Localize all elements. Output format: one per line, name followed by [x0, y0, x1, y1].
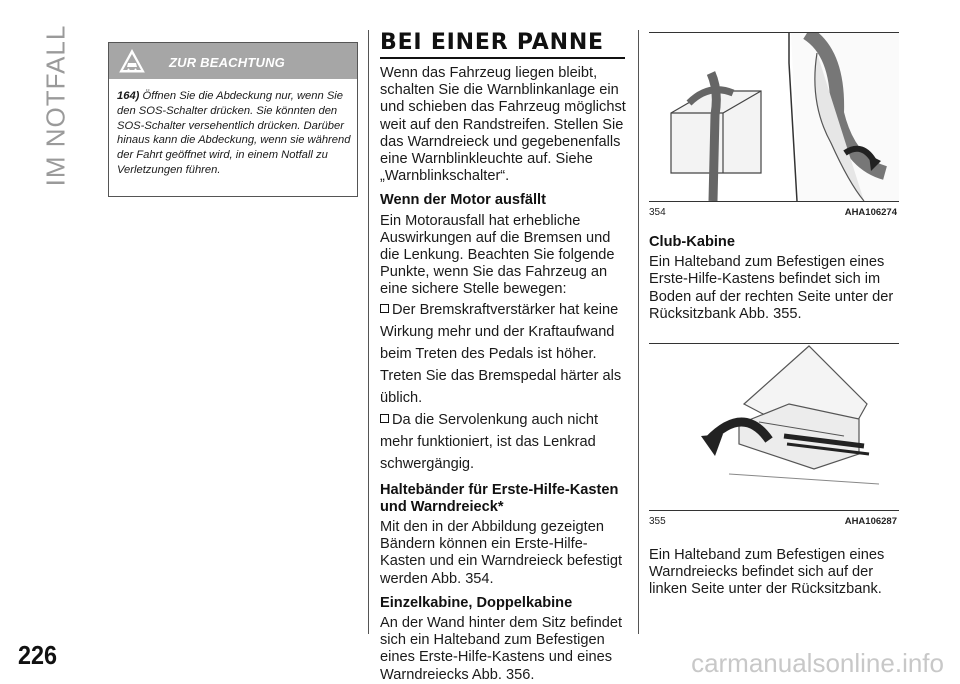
- warning-text: 164) Öffnen Sie die Abdeckung nur, wenn Sie den SOS-Schalter drücken. Sie könnten den SOS-Schalter versehentlich drücken. Darüber hinaus kann die Abdeckung, wenn sie während der Fahrt geöffnet wird, in einem Notfall zu Verletzungen führen.: [117, 90, 351, 176]
- warning-title: ZUR BEACHTUNG: [169, 55, 285, 70]
- straps-paragraph: Mit den in der Abbildung gezeigten Bändern können ein Erste-Hilfe-Kasten und ein Warndreieck befestigt werden Abb. 354.: [380, 519, 623, 587]
- watermark: carmanualsonline.info: [691, 648, 944, 678]
- warning-ref: 164): [117, 90, 140, 102]
- checkbox-bullet-icon: [380, 304, 389, 313]
- club-heading: Club-Kabine: [649, 234, 735, 250]
- warning-box: [108, 42, 358, 197]
- bullet-item: Der Bremskraftverstärker hat keine Wirkung mehr und der Kraftaufwand beim Treten des Pedals ist höher. Treten Sie das Bremspedal härter als üblich.: [380, 301, 622, 406]
- club-paragraph: Ein Halteband zum Befestigen eines Erste-Hilfe-Kastens befindet sich im Boden auf der rechten Seite unter der Rücksitzbank Abb. 355.: [649, 254, 894, 322]
- engine-heading: Wenn der Motor ausfällt: [380, 192, 546, 209]
- figure-354: [649, 32, 899, 202]
- checkbox-bullet-icon: [380, 414, 389, 423]
- intro-paragraph: Wenn das Fahrzeug liegen bleibt, schalten Sie die Warnblinkanlage ein und schieben das Fahrzeug möglichst weit auf den Randstreifen. Stellen Sie das Warndreieck und gegebenenfalls eine Warnblinkleuchte auf. Siehe „Warnblinkschalter“.: [380, 65, 626, 185]
- warning-header: [109, 43, 357, 79]
- page-number: 226: [18, 640, 58, 670]
- car-warning-icon: [119, 49, 145, 73]
- strap-illustration: [649, 33, 899, 201]
- column-divider-left: [368, 30, 369, 634]
- section-title: BEI EINER PANNE: [380, 32, 625, 59]
- engine-paragraph: Ein Motorausfall hat erhebliche Auswirkungen auf die Bremsen und die Lenkung. Beachten Sie folgende Punkte, wenn Sie das Fahrzeug an eine sichere Stelle bewegen:: [380, 212, 615, 298]
- figure-355: [649, 343, 899, 511]
- end-paragraph: Ein Halteband zum Befestigen eines Warndreiecks befindet sich auf der linken Seite unter der Rücksitzbank.: [649, 547, 885, 598]
- figure-354-caption: 354 AHA106274: [649, 207, 897, 218]
- figure-355-caption: 355 AHA106287: [649, 516, 897, 528]
- cab-heading: Einzelkabine, Doppelkabine: [380, 594, 573, 611]
- chapter-side-title: IM NOTFALL: [40, 24, 71, 186]
- seat-strap-illustration: [649, 344, 899, 510]
- right-column: [649, 32, 899, 599]
- bullet-item: Da die Servolenkung auch nicht mehr funktioniert, ist das Lenkrad schwergängig.: [380, 411, 599, 472]
- middle-column: [380, 32, 630, 684]
- cab-paragraph: An der Wand hinter dem Sitz befindet sich ein Halteband zum Befestigen eines Erste-Hilfe-Kastens und eines Warndreiecks Abb. 356.: [380, 615, 623, 683]
- column-divider-right: [638, 30, 639, 634]
- straps-heading: Haltebänder für Erste-Hilfe-Kasten und Warndreieck*: [380, 481, 619, 515]
